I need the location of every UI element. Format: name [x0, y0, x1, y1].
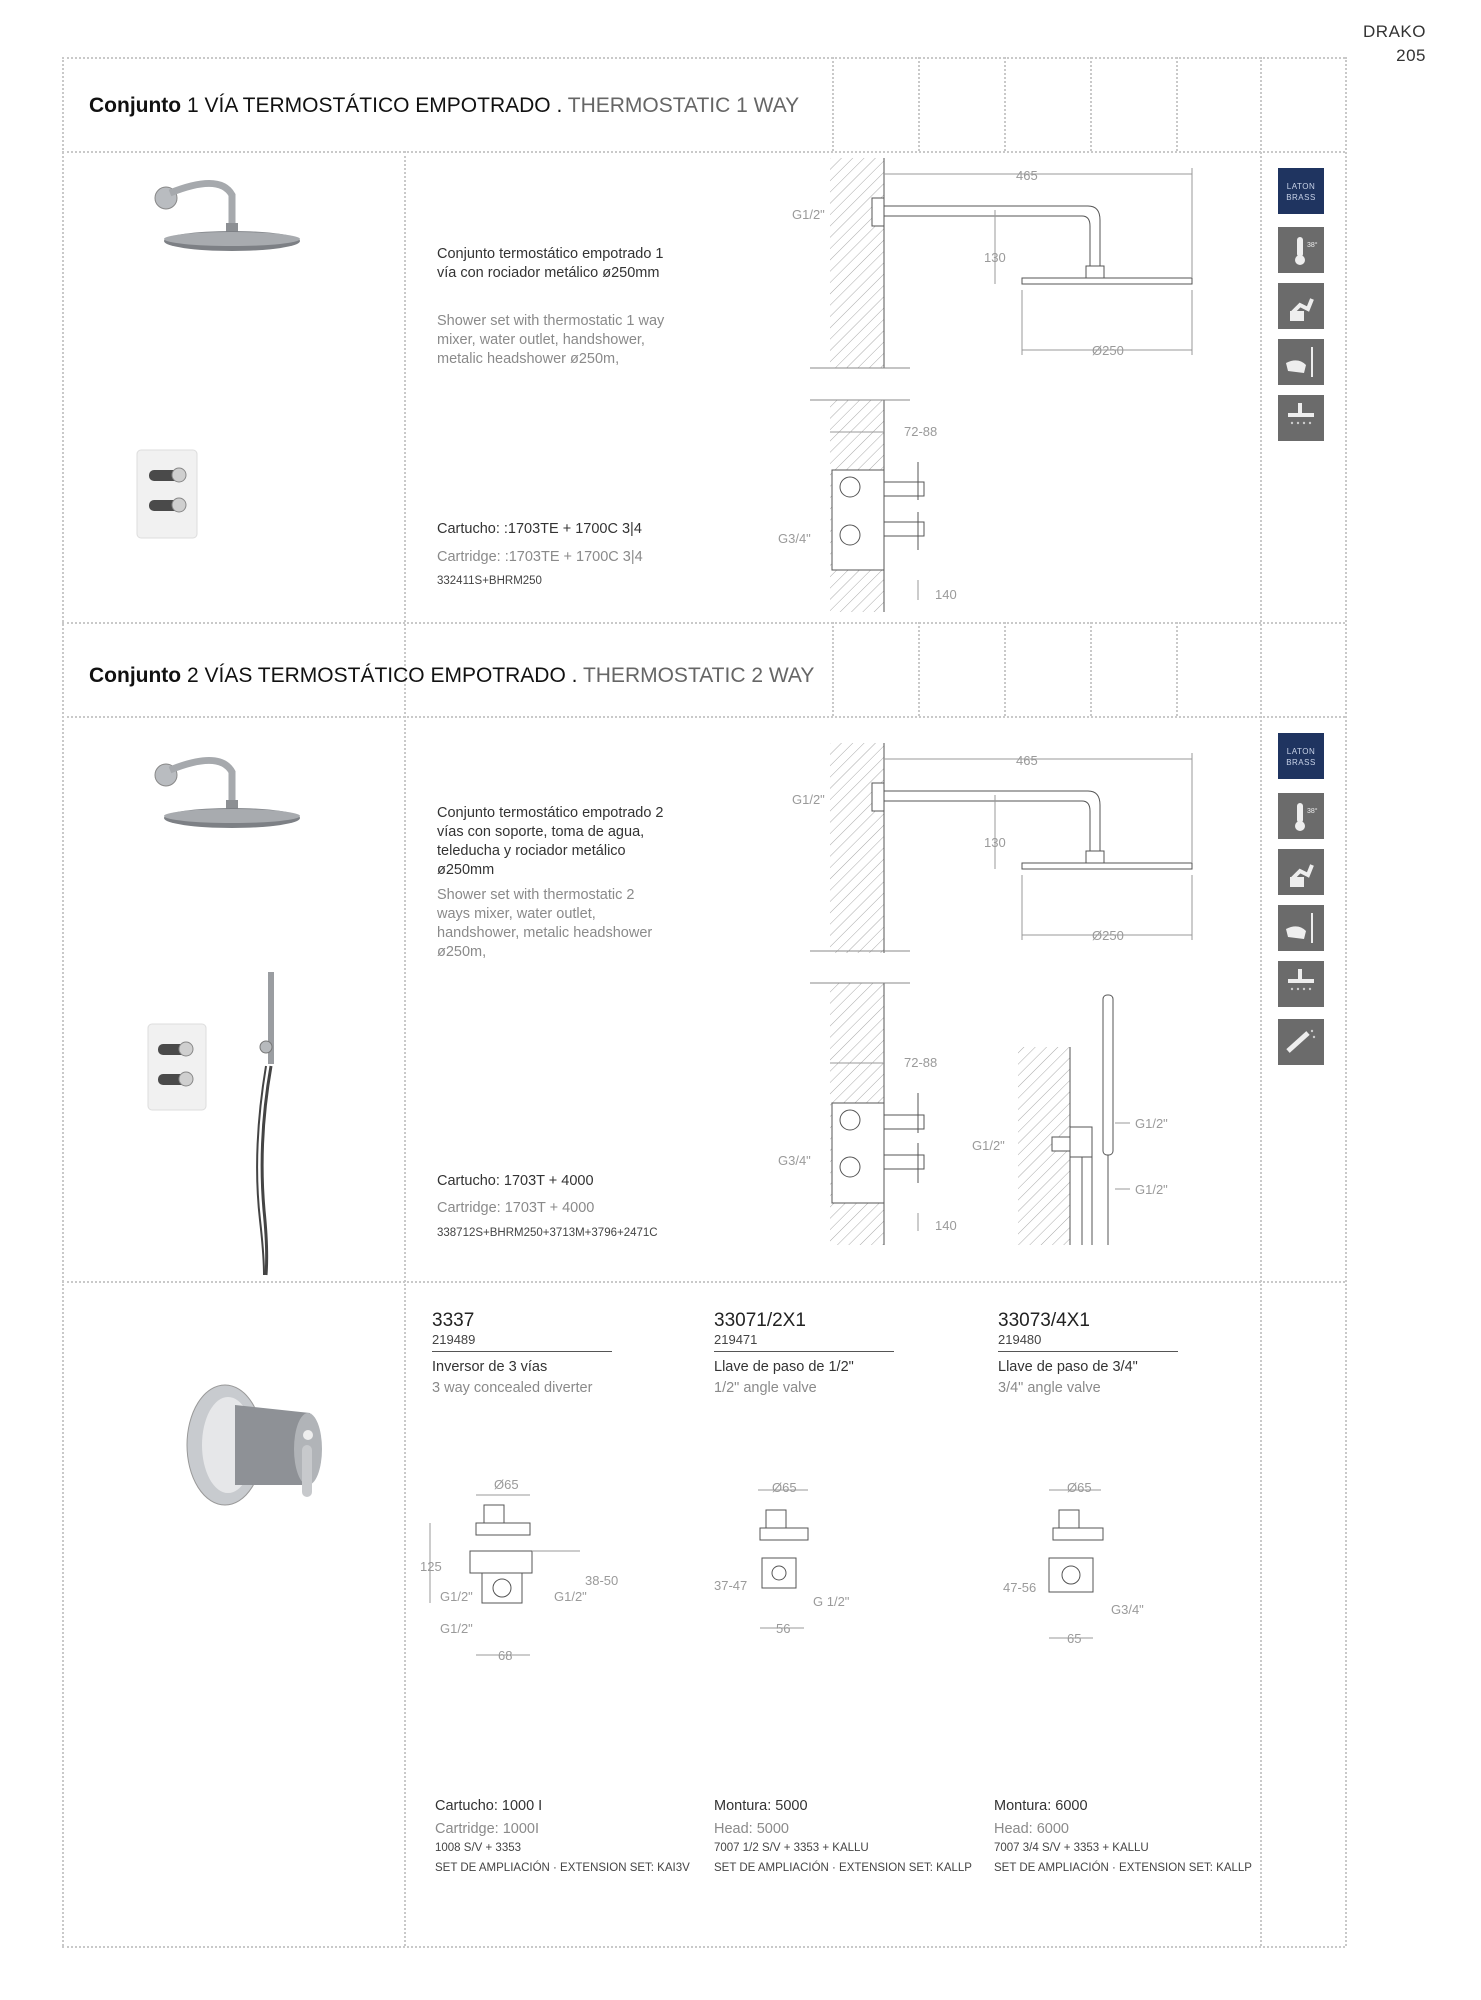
section2-code: 338712S+BHRM250+3713M+3796+2471C	[437, 1227, 658, 1239]
grid-line	[62, 622, 1345, 624]
svg-text:38°: 38°	[1307, 808, 1318, 815]
dim-d: Ø65	[494, 1477, 519, 1492]
dim-drop: 130	[984, 250, 1006, 265]
product-33071	[714, 1310, 914, 1396]
foot-ext: SET DE AMPLIACIÓN · EXTENSION SET: KALLP	[994, 1862, 1252, 1874]
dim-out1: G1/2"	[554, 1589, 587, 1604]
foot-code: 7007 1/2 S/V + 3353 + KALLU	[714, 1842, 869, 1854]
thermometer-icon	[1278, 227, 1324, 273]
grid-line	[1176, 622, 1178, 716]
dim-head: Ø250	[1092, 928, 1124, 943]
handle-icon	[1278, 283, 1324, 329]
product-code: 33073/4X1	[998, 1310, 1090, 1331]
product-33073-footer	[994, 1798, 1264, 1874]
grid-line	[62, 57, 64, 1946]
dim-arm: 465	[1016, 753, 1038, 768]
product-code: 3337	[432, 1310, 475, 1331]
dim-depth: 38-50	[585, 1573, 619, 1588]
foot-en: Head: 5000	[714, 1821, 789, 1837]
thermostatic-handshower-photo	[140, 970, 300, 1280]
section2-cartucho-en: Cartridge: 1703T + 4000	[437, 1200, 595, 1216]
dim-depth: 72-88	[904, 424, 938, 439]
section2-desc-es: Conjunto termostático empotrado 2 vías con soporte, toma de agua, teleducha y rociador metálico ø250mm	[437, 805, 664, 878]
product-name-en: 3 way concealed diverter	[432, 1380, 593, 1396]
dim-out2: G1/2"	[440, 1621, 473, 1636]
foot-code: 1008 S/V + 3353	[435, 1842, 522, 1854]
svg-text:38°: 38°	[1307, 242, 1318, 249]
dim-depth: 47-56	[1003, 1580, 1037, 1595]
section1-title	[89, 94, 799, 118]
section2-cartucho-es: Cartucho: 1703T + 4000	[437, 1173, 594, 1189]
section1-desc-es: Conjunto termostático empotrado 1 vía con rociador metálico ø250mm	[437, 246, 664, 281]
dim-drop: 130	[984, 835, 1006, 850]
dim-in: G1/2"	[440, 1589, 473, 1604]
divider	[714, 1351, 894, 1352]
dim-width: 140	[935, 587, 957, 602]
product-ref: 219480	[998, 1332, 1042, 1347]
thermometer-icon	[1278, 793, 1324, 839]
title-en: THERMOSTATIC 1 WAY	[567, 94, 800, 117]
product-33071-drawing	[710, 1478, 880, 1638]
title-es: 2 VÍAS TERMOSTÁTICO EMPOTRADO .	[181, 664, 583, 687]
brass-badge: LATON BRASS	[1278, 168, 1324, 214]
section2-technical-drawing	[770, 735, 1230, 1245]
foot-es: Montura: 5000	[714, 1798, 808, 1814]
grid-line	[832, 622, 834, 716]
title-bold: Conjunto	[89, 94, 182, 117]
dim-hand-out2: G1/2"	[1135, 1182, 1168, 1197]
product-33073	[998, 1310, 1198, 1396]
product-ref: 219489	[432, 1332, 476, 1347]
grid-line	[62, 1281, 1345, 1283]
section1-technical-drawing	[770, 150, 1200, 620]
dim-in: G3/4"	[1111, 1602, 1144, 1617]
dim-w: 68	[498, 1648, 513, 1663]
foot-es: Montura: 6000	[994, 1798, 1088, 1814]
dim-valve-inlet: G3/4"	[778, 1153, 811, 1168]
grid-line	[1176, 57, 1178, 151]
grid-line	[62, 57, 1345, 59]
dim-hand-inlet: G1/2"	[972, 1138, 1005, 1153]
dim-width: 140	[935, 1218, 957, 1233]
title-en: THERMOSTATIC 2 WAY	[582, 664, 815, 687]
product-name-es: Llave de paso de 1/2"	[714, 1359, 854, 1375]
dim-hand-out1: G1/2"	[1135, 1116, 1168, 1131]
brass-badge: LATON BRASS	[1278, 733, 1324, 779]
dim-inlet: G1/2"	[792, 792, 825, 807]
section1-code: 332411S+BHRM250	[437, 575, 542, 587]
diverter-photo	[180, 1375, 330, 1515]
page-number: 205	[1396, 46, 1426, 65]
product-ref: 219471	[714, 1332, 758, 1347]
headshower-photo	[140, 742, 310, 837]
foot-en: Cartridge: 1000I	[435, 1821, 539, 1837]
dim-w: 56	[776, 1621, 791, 1636]
dim-w: 65	[1067, 1631, 1082, 1646]
section1-desc-en: Shower set with thermostatic 1 way mixer, water outlet, handshower, metalic headshower ø250m,	[437, 313, 665, 367]
grid-line	[918, 622, 920, 716]
page-header	[1363, 20, 1426, 68]
dim-arm: 465	[1016, 168, 1038, 183]
section2-desc-en: Shower set with thermostatic 2 ways mixer, water outlet, handshower, metalic headshower ø250m,	[437, 887, 653, 960]
grid-line	[1345, 57, 1347, 1946]
foot-ext: SET DE AMPLIACIÓN · EXTENSION SET: KALLP	[714, 1862, 972, 1874]
product-33073-drawing	[995, 1478, 1165, 1646]
product-name-es: Llave de paso de 3/4"	[998, 1359, 1138, 1375]
dim-valve-inlet: G3/4"	[778, 531, 811, 546]
showerhead-icon	[1278, 395, 1324, 441]
showerhead-icon	[1278, 961, 1324, 1007]
section1-cartucho-en: Cartridge: :1703TE + 1700C 3|4	[437, 549, 643, 565]
foot-es: Cartucho: 1000 I	[435, 1798, 543, 1814]
product-3337	[432, 1310, 632, 1396]
dim-depth: 72-88	[904, 1055, 938, 1070]
product-name-es: Inversor de 3 vías	[432, 1359, 548, 1375]
hand-flow-icon	[1278, 905, 1324, 951]
product-name-en: 1/2" angle valve	[714, 1380, 817, 1396]
grid-line	[1004, 622, 1006, 716]
grid-line	[1090, 57, 1092, 151]
title-es: 1 VÍA TERMOSTÁTICO EMPOTRADO .	[181, 94, 568, 117]
dim-d: Ø65	[772, 1480, 797, 1495]
foot-code: 7007 3/4 S/V + 3353 + KALLU	[994, 1842, 1149, 1854]
product-3337-footer	[435, 1798, 695, 1874]
foot-ext: SET DE AMPLIACIÓN · EXTENSION SET: KAI3V	[435, 1862, 690, 1874]
divider	[998, 1351, 1178, 1352]
grid-line	[62, 1946, 1345, 1948]
grid-line	[1260, 57, 1262, 1946]
title-bold: Conjunto	[89, 664, 182, 687]
dim-in: G 1/2"	[813, 1594, 850, 1609]
grid-line	[1090, 622, 1092, 716]
product-name-en: 3/4" angle valve	[998, 1380, 1101, 1396]
grid-line	[1004, 57, 1006, 151]
product-3337-drawing	[420, 1475, 640, 1675]
dim-head: Ø250	[1092, 343, 1124, 358]
handshower-icon	[1278, 1019, 1324, 1065]
headshower-photo	[140, 165, 310, 260]
dim-h: 125	[420, 1559, 442, 1574]
brand-name: DRAKO	[1363, 22, 1426, 41]
dim-depth: 37-47	[714, 1578, 748, 1593]
dim-d: Ø65	[1067, 1480, 1092, 1495]
grid-line	[404, 151, 406, 1946]
grid-line	[832, 57, 834, 151]
product-code: 33071/2X1	[714, 1310, 806, 1331]
thermostatic-plate-photo	[135, 448, 200, 543]
grid-line	[918, 57, 920, 151]
divider	[432, 1351, 612, 1352]
grid-line	[62, 716, 1345, 718]
section1-cartucho-es: Cartucho: :1703TE + 1700C 3|4	[437, 521, 642, 537]
handle-icon	[1278, 849, 1324, 895]
dim-inlet: G1/2"	[792, 207, 825, 222]
product-33071-footer	[714, 1798, 974, 1874]
hand-flow-icon	[1278, 339, 1324, 385]
foot-en: Head: 6000	[994, 1821, 1069, 1837]
section2-title	[89, 664, 814, 688]
